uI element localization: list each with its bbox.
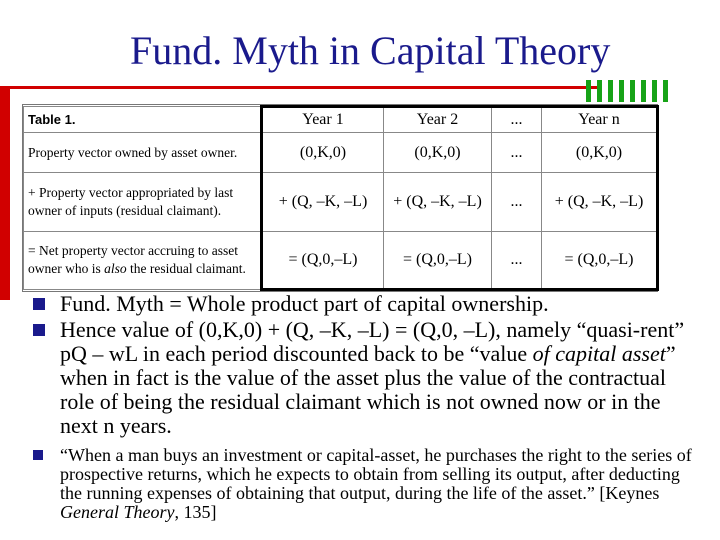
row-label: = Net property vector accruing to asset owner who is also the residual claimant.	[24, 231, 262, 289]
bullet-item: Fund. Myth = Whole product part of capital ownership.	[30, 292, 700, 318]
table-cell: (0,K,0)	[262, 133, 384, 173]
table-cell: = (Q,0,–L)	[384, 231, 492, 289]
table-cell: (0,K,0)	[542, 133, 658, 173]
table-cell: (0,K,0)	[384, 133, 492, 173]
table-cell: + (Q, –K, –L)	[542, 173, 658, 231]
table-cell: ...	[492, 133, 542, 173]
bullet-list	[30, 292, 700, 522]
table-cell: ...	[492, 173, 542, 231]
table-cell: = (Q,0,–L)	[262, 231, 384, 289]
table-row	[24, 173, 658, 231]
column-header: Year 2	[384, 107, 492, 133]
row-label: + Property vector appropriated by last owner of inputs (residual claimant).	[24, 173, 262, 231]
table-cell: ...	[492, 231, 542, 289]
table-cell: + (Q, –K, –L)	[262, 173, 384, 231]
table-row	[24, 231, 658, 289]
slide-title: Fund. Myth in Capital Theory	[130, 28, 611, 73]
square-bullet-icon	[33, 298, 45, 310]
left-accent-bar	[0, 86, 10, 300]
table-caption: Table 1.	[24, 107, 262, 133]
column-header: Year n	[542, 107, 658, 133]
column-header: ...	[492, 107, 542, 133]
table-row	[24, 133, 658, 173]
bullet-item: Hence value of (0,K,0) + (Q, –K, –L) = (Q,0, –L), namely “quasi-rent” pQ – wL in each period discounted back to be “value of capital asset” when in fact is the value of the asset plus the value of the contractual role of being the residual claimant which is not owned now or in the next n years.	[30, 318, 700, 438]
bullet-item: “When a man buys an investment or capital-asset, he purchases the right to the series of prospective returns, which he expects to obtain from selling its output, after deducting the running expenses of obtaining that output, during the life of the asset.” [Keynes General Theory, 135]	[30, 446, 700, 522]
square-bullet-icon	[33, 450, 43, 460]
column-header: Year 1	[262, 107, 384, 133]
row-label: Property vector owned by asset owner.	[24, 133, 262, 173]
square-bullet-icon	[33, 324, 45, 336]
table-1	[22, 104, 658, 292]
table-cell: + (Q, –K, –L)	[384, 173, 492, 231]
table-cell: = (Q,0,–L)	[542, 231, 658, 289]
title-rule	[0, 86, 600, 89]
